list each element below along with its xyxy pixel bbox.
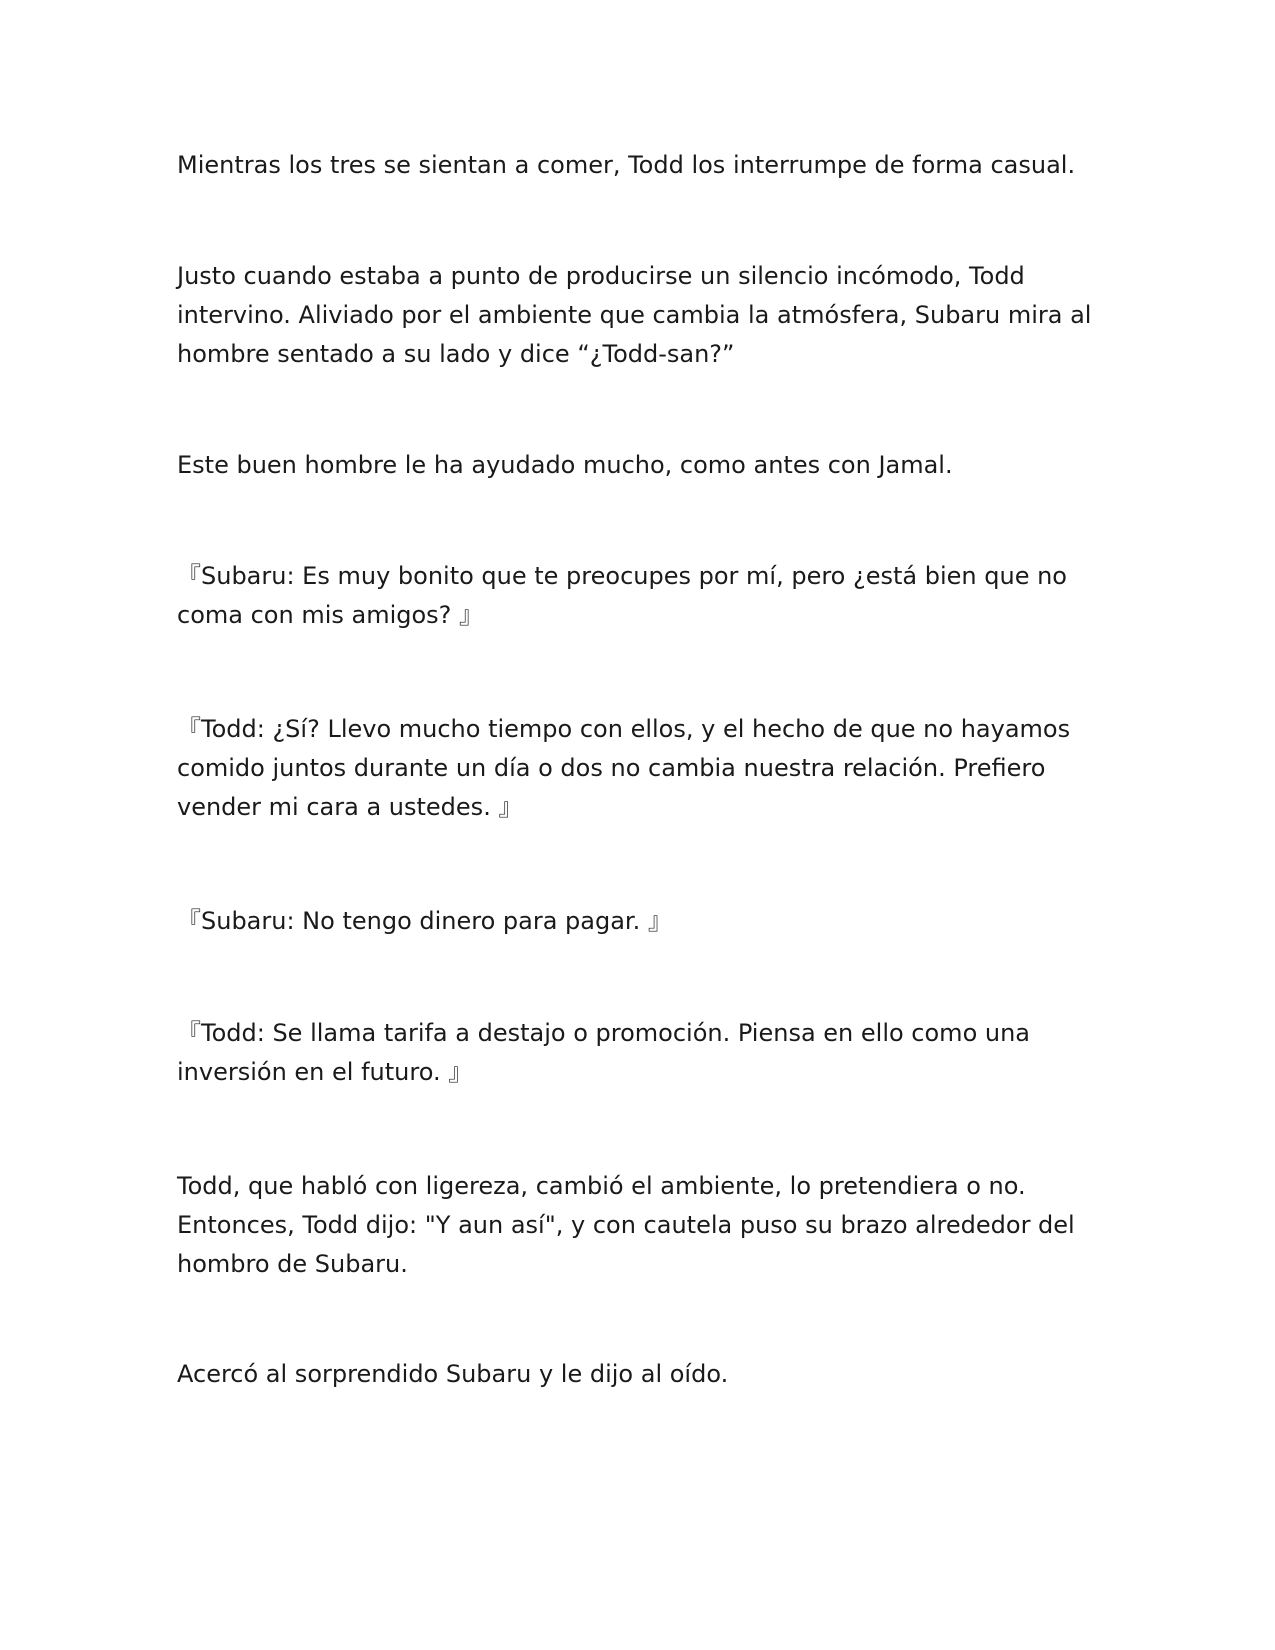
dialogue-paragraph: 『Subaru: No tengo dinero para pagar. 』 bbox=[177, 907, 672, 935]
narration-paragraph: Justo cuando estaba a punto de producirse un silencio incómodo, Todd intervino. Aliviado por el ambiente que cambia la atmósfera, Subaru mira al hombre sentado a su lado y dice “¿Todd-san?” bbox=[177, 262, 1092, 368]
dialogue-paragraph: 『Todd: ¿Sí? Llevo mucho tiempo con ellos, y el hecho de que no hayamos comido juntos durante un día o dos no cambia nuestra relación. Prefiero vender mi cara a ustedes. 』 bbox=[177, 715, 1071, 821]
dialogue-paragraph: 『Subaru: Es muy bonito que te preocupes por mí, pero ¿está bien que no coma con mis amigos? 』 bbox=[177, 562, 1067, 629]
narration-paragraph: Acercó al sorprendido Subaru y le dijo al oído. bbox=[177, 1360, 729, 1388]
dialogue-paragraph: 『Todd: Se llama tarifa a destajo o promoción. Piensa en ello como una inversión en el futuro. 』 bbox=[177, 1019, 1031, 1086]
narration-paragraph: Mientras los tres se sientan a comer, Todd los interrumpe de forma casual. bbox=[177, 151, 1076, 179]
narration-paragraph: Este buen hombre le ha ayudado mucho, como antes con Jamal. bbox=[177, 451, 953, 479]
narration-paragraph: Todd, que habló con ligereza, cambió el ambiente, lo pretendiera o no. Entonces, Todd dijo: "Y aun así", y con cautela puso su brazo alrededor del hombro de Subaru. bbox=[177, 1172, 1075, 1278]
